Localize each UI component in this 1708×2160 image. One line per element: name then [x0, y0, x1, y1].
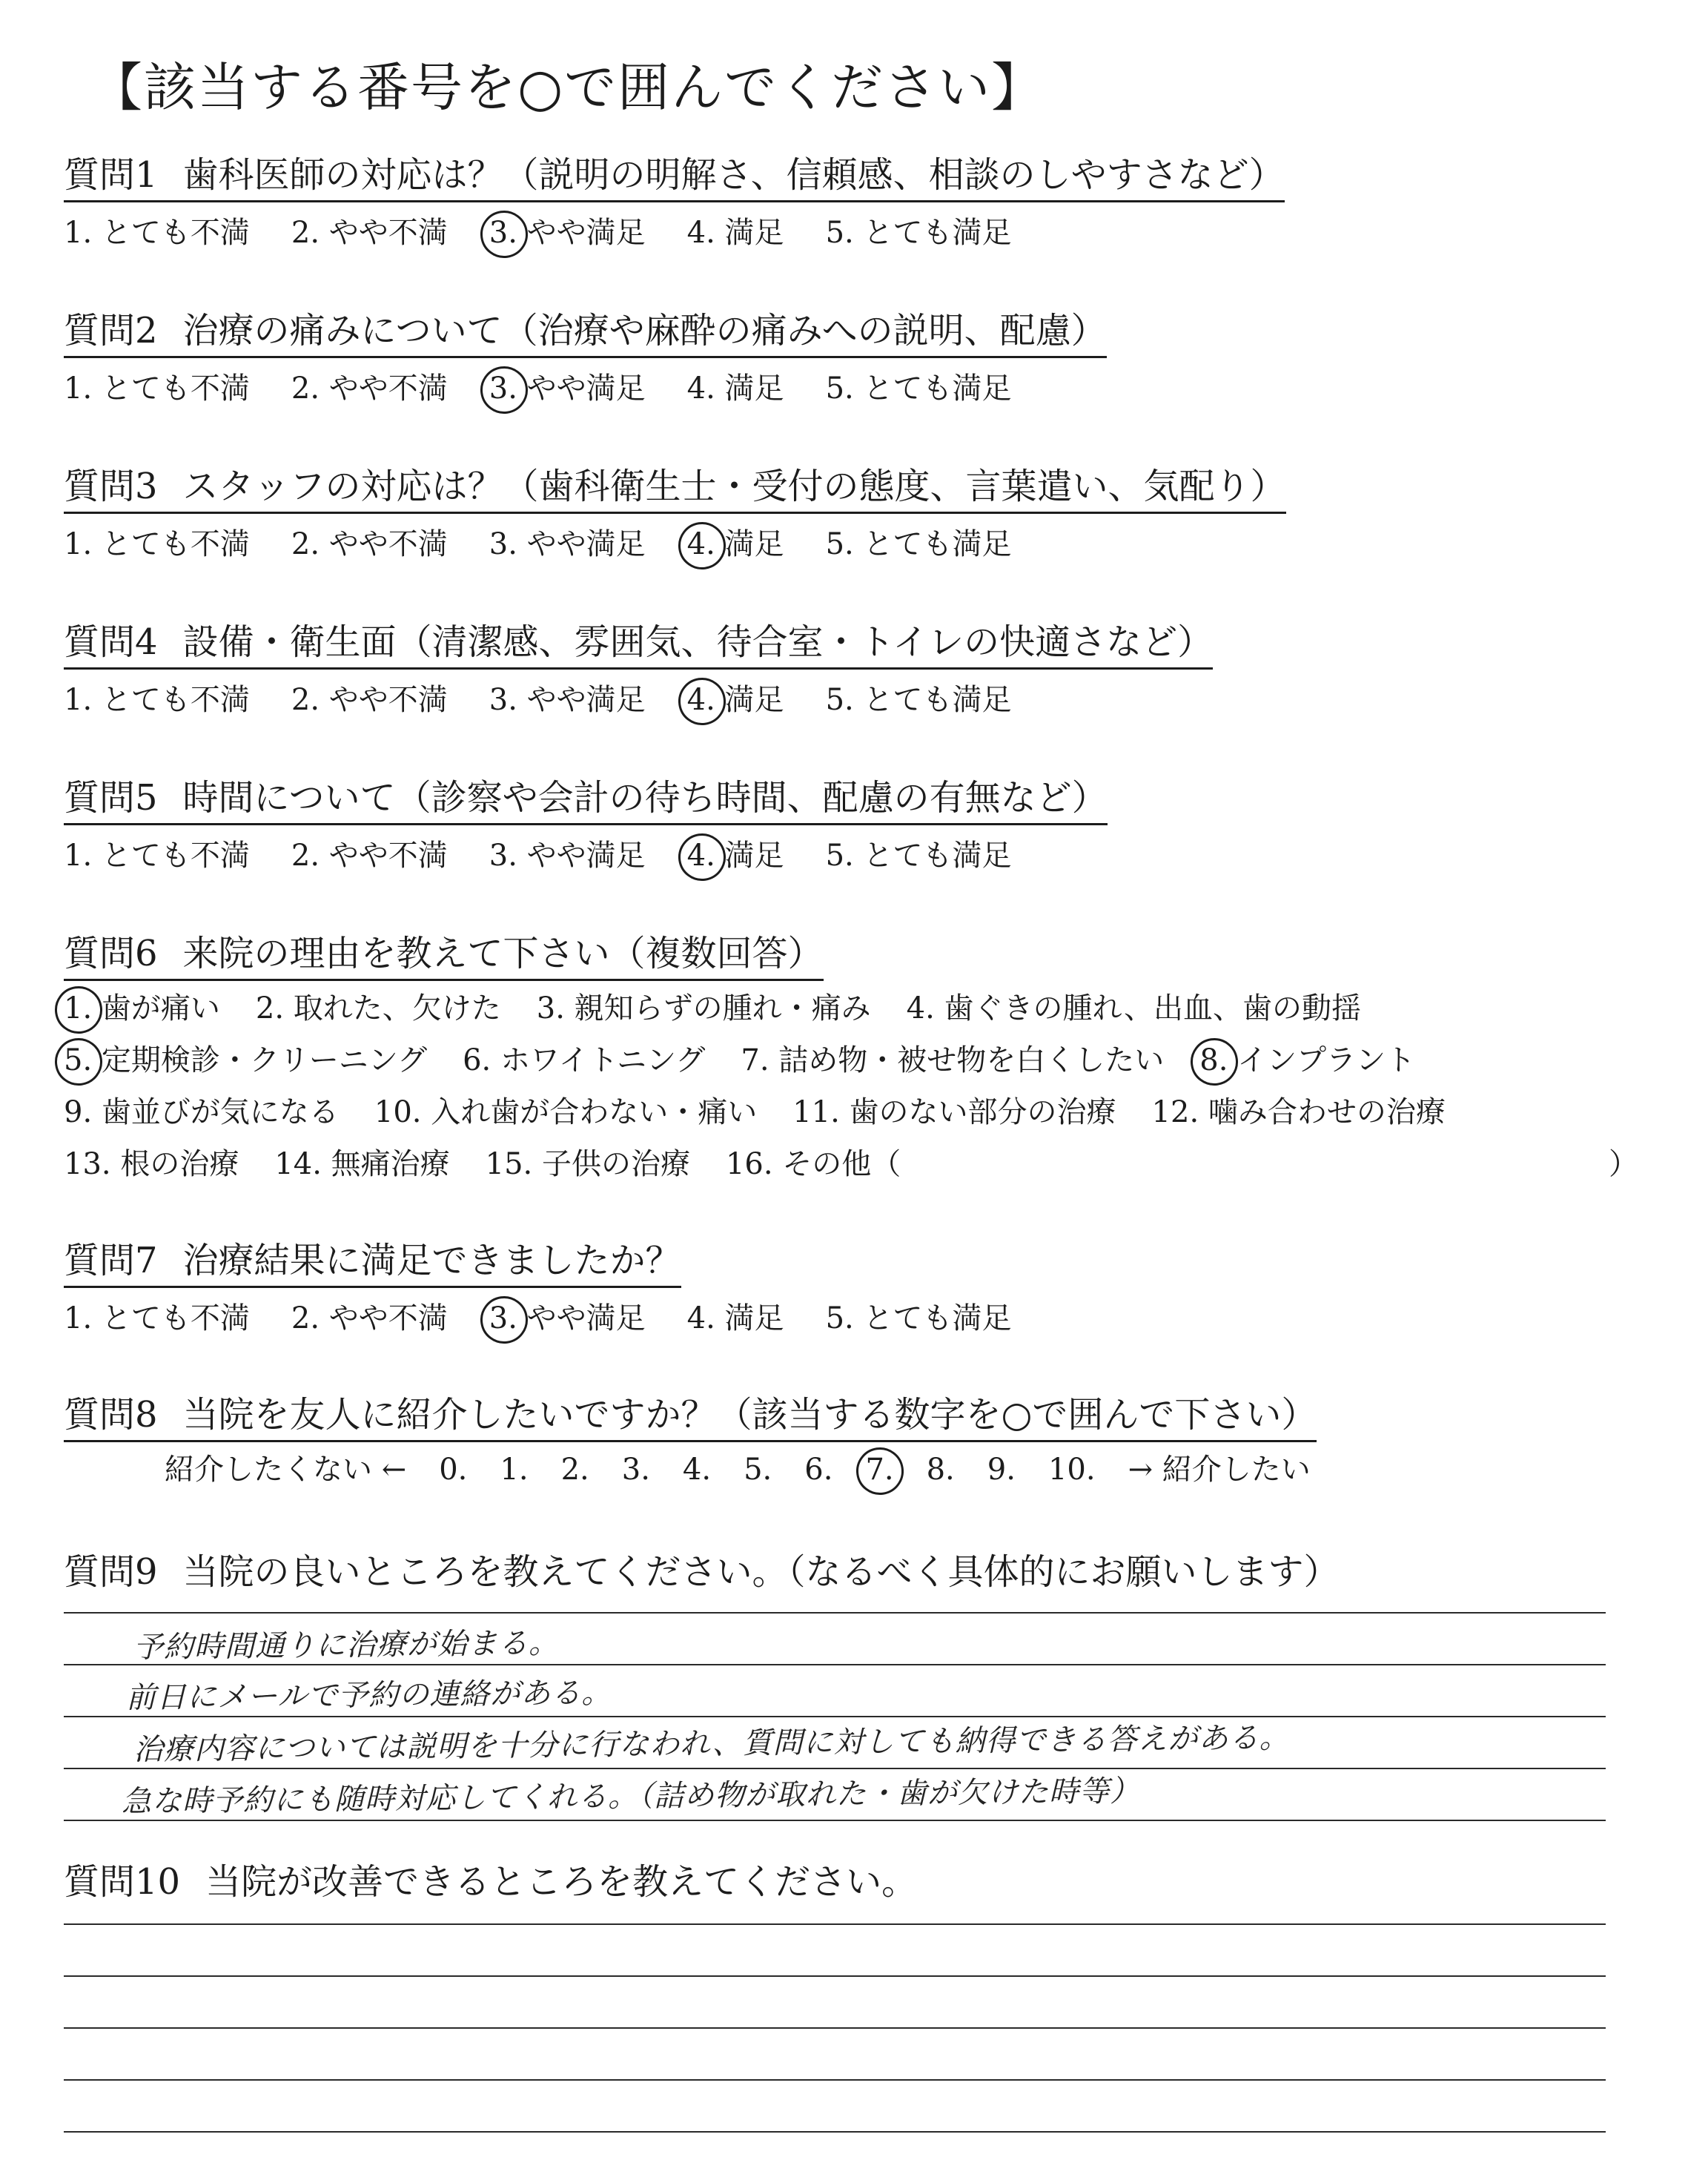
- q3-option-3[interactable]: 3. やや満足: [489, 527, 646, 561]
- q1-option-4[interactable]: 4. 満足: [686, 216, 784, 250]
- q4-option-1[interactable]: 1. とても不満: [64, 683, 250, 717]
- question-7-title: [64, 1238, 681, 1288]
- q4-option-3[interactable]: 3. やや満足: [489, 683, 646, 717]
- q9-line-1: [64, 1612, 1606, 1614]
- question-9-title: [64, 1550, 1340, 1597]
- question-5-number: 質問5: [64, 777, 158, 819]
- question-4-title: [64, 620, 1213, 670]
- q10-line-2: [64, 1975, 1606, 1977]
- q9-line-4: [64, 1768, 1606, 1769]
- question-2-title: [64, 308, 1107, 358]
- question-3-options: [64, 525, 1011, 564]
- q6-option-15[interactable]: 15. 子供の治療: [485, 1147, 690, 1181]
- question-5-options: [64, 836, 1011, 875]
- q5-option-1[interactable]: 1. とても不満: [64, 839, 250, 873]
- q3-option-5[interactable]: 5. とても満足: [825, 527, 1012, 561]
- q7-option-3[interactable]: 3. やや満足: [489, 1299, 646, 1338]
- q6-option-1[interactable]: 1. 歯が痛い: [64, 989, 220, 1028]
- q6-option-11[interactable]: 11. 歯のない部分の治療: [792, 1095, 1116, 1129]
- question-5-text: 時間について（診察や会計の待ち時間、配慮の有無など）: [182, 777, 1108, 819]
- q3-option-1[interactable]: 1. とても不満: [64, 527, 250, 561]
- question-3-number: 質問3: [64, 466, 158, 507]
- q4-option-5[interactable]: 5. とても満足: [825, 683, 1012, 717]
- q3-option-2[interactable]: 2. やや不満: [291, 527, 448, 561]
- scale-0[interactable]: 0.: [439, 1453, 468, 1487]
- q6-option-9[interactable]: 9. 歯並びが気になる: [64, 1095, 339, 1129]
- q10-line-3: [64, 2027, 1606, 2029]
- question-6-row-3: [64, 1093, 1446, 1132]
- question-8-title: [64, 1393, 1317, 1442]
- question-2-text: 治療の痛みについて（治療や麻酔の痛みへの説明、配慮）: [182, 310, 1107, 351]
- q1-option-1[interactable]: 1. とても不満: [64, 216, 250, 250]
- q4-option-2[interactable]: 2. やや不満: [291, 683, 448, 717]
- scale-9[interactable]: 9.: [987, 1453, 1016, 1487]
- q6-option-10[interactable]: 10. 入れ歯が合わない・痛い: [374, 1095, 758, 1129]
- q10-line-1: [64, 1923, 1606, 1925]
- q6-option-13[interactable]: 13. 根の治療: [64, 1147, 239, 1181]
- q5-option-4[interactable]: 4. 満足: [687, 836, 784, 875]
- q6-option-12[interactable]: 12. 噛み合わせの治療: [1151, 1095, 1446, 1129]
- question-6-text: 来院の理由を教えて下さい（複数回答）: [182, 933, 824, 974]
- q7-option-4[interactable]: 4. 満足: [686, 1301, 784, 1335]
- referral-scale: [165, 1450, 1311, 1489]
- question-6-row-2: [64, 1041, 1415, 1080]
- q9-line-5: [64, 1820, 1606, 1821]
- question-4-options: [64, 681, 1011, 719]
- survey-header: 【該当する番号を○で囲んでください】: [90, 57, 1045, 118]
- q3-option-4[interactable]: 4. 満足: [687, 525, 784, 564]
- scale-10[interactable]: 10.: [1047, 1453, 1096, 1487]
- q6-option-4[interactable]: 4. 歯ぐきの腫れ、出血、歯の動揺: [906, 991, 1361, 1025]
- question-1-number: 質問1: [64, 154, 158, 196]
- question-10-text: 当院が改善できるところを教えてください。: [205, 1861, 918, 1903]
- scale-8[interactable]: 8.: [926, 1453, 955, 1487]
- scale-2[interactable]: 2.: [560, 1453, 589, 1487]
- scale-7[interactable]: 7.: [865, 1450, 893, 1489]
- q10-line-5: [64, 2131, 1606, 2133]
- question-6-number: 質問6: [64, 933, 158, 974]
- question-1-options: [64, 214, 1011, 252]
- q10-line-4: [64, 2079, 1606, 2081]
- q2-option-4[interactable]: 4. 満足: [686, 371, 784, 406]
- question-10-number: 質問10: [64, 1861, 181, 1903]
- q9-line-3: [64, 1716, 1606, 1717]
- question-7-number: 質問7: [64, 1240, 158, 1281]
- question-6-title: [64, 931, 824, 981]
- q6-option-14[interactable]: 14. 無痛治療: [274, 1147, 450, 1181]
- scale-5[interactable]: 5.: [744, 1453, 772, 1487]
- question-1-text: 歯科医師の対応は？（説明の明解さ、信頼感、相談のしやすさなど）: [182, 154, 1285, 196]
- q2-option-3[interactable]: 3. やや満足: [489, 369, 646, 408]
- q6-option-5[interactable]: 5. 定期検診・クリーニング: [64, 1041, 427, 1080]
- q6-option-3[interactable]: 3. 親知らずの腫れ・痛み: [536, 991, 871, 1025]
- q6-option-8[interactable]: 8. インプラント: [1199, 1041, 1415, 1080]
- q1-option-5[interactable]: 5. とても満足: [825, 216, 1012, 250]
- scale-6[interactable]: 6.: [804, 1453, 833, 1487]
- q6-option-6[interactable]: 6. ホワイトニング: [463, 1043, 706, 1077]
- question-2-number: 質問2: [64, 310, 158, 351]
- question-6-row-1: [64, 989, 1361, 1028]
- q9-answer-4[interactable]: 急な時予約にも随時対応してくれる。（詰め物が取れた・歯が欠けた時等）: [121, 1774, 1141, 1819]
- question-9-text: 当院の良いところを教えてください。（なるべく具体的にお願いします）: [182, 1551, 1340, 1593]
- scale-1[interactable]: 1.: [500, 1453, 529, 1487]
- question-7-options: [64, 1299, 1011, 1338]
- q2-option-5[interactable]: 5. とても満足: [825, 371, 1012, 406]
- question-4-text: 設備・衛生面（清潔感、雰囲気、待合室・トイレの快適さなど）: [182, 621, 1214, 663]
- question-2-options: [64, 369, 1011, 408]
- question-8-text: 当院を友人に紹介したいですか？（該当する数字を○で囲んで下さい）: [182, 1394, 1317, 1436]
- q9-answer-3[interactable]: 治療内容については説明を十分に行なわれ、質問に対しても納得できる答えがある。: [133, 1720, 1290, 1767]
- q4-option-4[interactable]: 4. 満足: [687, 681, 784, 719]
- q9-answer-1[interactable]: 予約時間通りに治療が始まる。: [133, 1625, 560, 1665]
- q1-option-3[interactable]: 3. やや満足: [489, 214, 646, 252]
- question-4-number: 質問4: [64, 621, 158, 663]
- question-5-title: [64, 776, 1108, 825]
- q7-option-1[interactable]: 1. とても不満: [64, 1301, 250, 1335]
- question-3-title: [64, 464, 1286, 514]
- q5-option-3[interactable]: 3. やや満足: [489, 839, 646, 873]
- q2-option-2[interactable]: 2. やや不満: [291, 371, 448, 406]
- q9-answer-2[interactable]: 前日にメールで予約の連絡がある。: [125, 1676, 612, 1715]
- question-9-number: 質問9: [64, 1551, 158, 1593]
- q6-other-close: ）: [1609, 1147, 1638, 1181]
- q6-option-16[interactable]: 16. その他（: [725, 1147, 901, 1181]
- q6-option-7[interactable]: 7. 詰め物・被せ物を白くしたい: [741, 1043, 1165, 1077]
- question-10-title: [64, 1860, 917, 1907]
- question-8-number: 質問8: [64, 1394, 158, 1436]
- scale-left-label: 紹介したくない ←: [165, 1453, 407, 1487]
- q2-option-1[interactable]: 1. とても不満: [64, 371, 250, 406]
- q7-option-2[interactable]: 2. やや不満: [291, 1301, 448, 1335]
- q5-option-5[interactable]: 5. とても満足: [825, 839, 1012, 873]
- scale-4[interactable]: 4.: [682, 1453, 712, 1487]
- question-6-row-4: [64, 1145, 901, 1183]
- scale-3[interactable]: 3.: [621, 1453, 650, 1487]
- q7-option-5[interactable]: 5. とても満足: [825, 1301, 1012, 1335]
- q5-option-2[interactable]: 2. やや不満: [291, 839, 448, 873]
- q6-option-2[interactable]: 2. 取れた、欠けた: [255, 991, 501, 1025]
- question-1-title: [64, 153, 1285, 202]
- q1-option-2[interactable]: 2. やや不満: [291, 216, 448, 250]
- question-3-text: スタッフの対応は？（歯科衛生士・受付の態度、言葉遣い、気配り）: [182, 466, 1286, 507]
- question-7-text: 治療結果に満足できましたか？: [182, 1240, 681, 1281]
- scale-right-label: → 紹介したい: [1128, 1453, 1311, 1487]
